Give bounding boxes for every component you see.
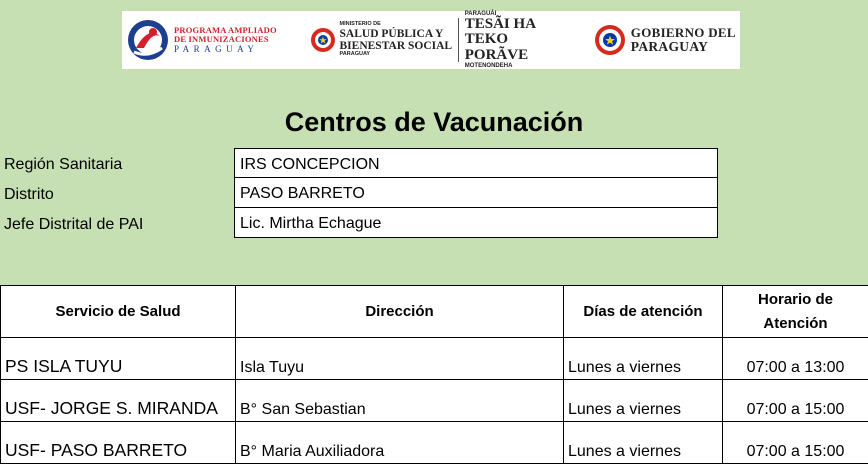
direccion-cell: B° Maria Auxiliadora <box>236 422 564 464</box>
horario-cell: 07:00 a 15:00 <box>723 380 868 422</box>
pai-line2: DE INMUNIZACIONES <box>174 35 277 44</box>
table-row <box>1 338 868 380</box>
distrito-label: Distrito <box>4 178 54 208</box>
msp-logo <box>300 11 454 69</box>
gobierno-seal-icon <box>594 24 626 56</box>
header-logos-banner <box>122 11 740 69</box>
jefe-label: Jefe Distrital de PAI <box>4 208 143 238</box>
table-header-row <box>1 286 868 338</box>
table-row <box>1 422 868 464</box>
jefe-value: Lic. Mirtha Echague <box>234 208 718 238</box>
tesai-small-bottom: MOTENONDEHA <box>465 63 513 69</box>
msp-line1: SALUD PÚBLICA Y <box>340 28 453 40</box>
page-title: Centros de Vacunación <box>0 107 868 138</box>
dias-cell: Lunes a viernes <box>564 338 723 380</box>
info-row-region <box>0 148 868 178</box>
tesai-small-top: PARAGUÁI <box>465 11 497 17</box>
horario-cell: 07:00 a 13:00 <box>723 338 868 380</box>
direccion-cell: Isla Tuyu <box>236 338 564 380</box>
dias-cell: Lunes a viernes <box>564 422 723 464</box>
distrito-value: PASO BARRETO <box>234 178 718 208</box>
servicio-cell: USF- JORGE S. MIRANDA <box>1 380 236 422</box>
tesai-line1: TESÃI HA TEKO <box>465 17 580 48</box>
vaccination-centers-table <box>0 285 868 464</box>
gobierno-line1: GOBIERNO DEL <box>631 26 736 40</box>
horario-cell: 07:00 a 15:00 <box>723 422 868 464</box>
dias-cell: Lunes a viernes <box>564 380 723 422</box>
header-horario-line1: Horario de <box>758 291 833 308</box>
table-row <box>1 380 868 422</box>
msp-small-bottom: PARAGUAY <box>340 52 453 58</box>
header-direccion: Dirección <box>236 286 564 338</box>
paraguay-seal-icon <box>310 27 336 53</box>
msp-line2: BIENESTAR SOCIAL <box>340 40 453 52</box>
header-dias: Días de atención <box>564 286 723 338</box>
gobierno-line2: PARAGUAY <box>631 40 736 54</box>
tesai-line2: PORÃVE <box>465 48 528 63</box>
direccion-cell: B° San Sebastian <box>236 380 564 422</box>
logo-divider <box>458 18 459 62</box>
servicio-cell: PS ISLA TUYU <box>1 338 236 380</box>
pai-logo <box>122 11 300 69</box>
header-horario-line2: Atención <box>763 315 827 332</box>
msp-small-top: MINISTERIO DE <box>340 22 453 28</box>
region-label: Región Sanitaria <box>4 148 122 178</box>
gobierno-logo <box>580 11 740 69</box>
header-servicio: Servicio de Salud <box>1 286 236 338</box>
pai-line1: PROGRAMA AMPLIADO <box>174 26 277 35</box>
region-value: IRS CONCEPCION <box>234 148 718 178</box>
info-row-distrito <box>0 178 868 208</box>
servicio-cell: USF- PASO BARRETO <box>1 422 236 464</box>
tesai-logo <box>463 11 580 69</box>
header-horario <box>723 286 868 338</box>
pai-line3: PARAGUAY <box>174 45 277 54</box>
pai-emblem-icon <box>126 18 170 62</box>
info-row-jefe <box>0 208 868 238</box>
